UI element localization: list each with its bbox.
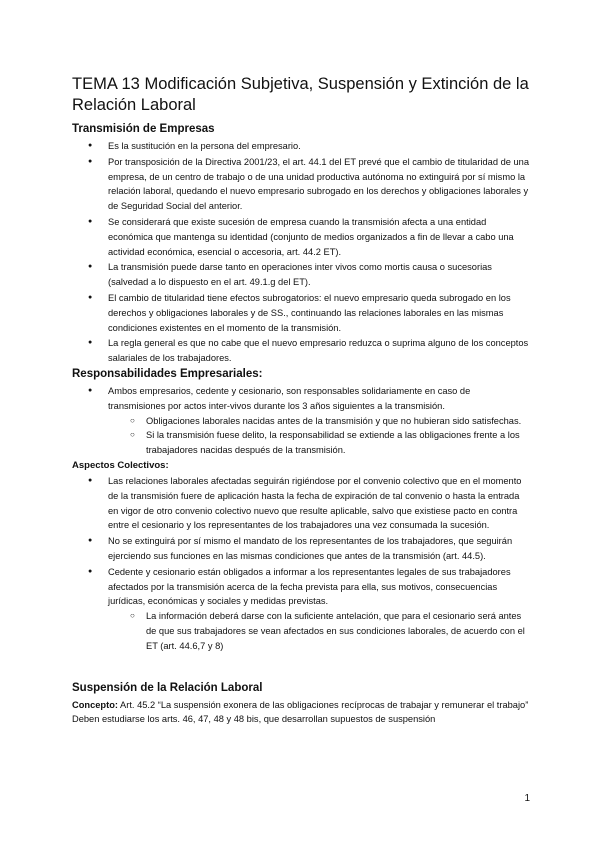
section-spacer: [72, 655, 530, 681]
list-item: ● Las relaciones laborales afectadas seguirán rigiéndose por el convenio colectivo que en el momento de la transmisión fuere de aplicación hasta la fecha de expiración de tal convenio o hasta la entrada en vigor de otro convenio colectivo nuevo que resulte aplicable, salvo que existiese pacto en contra entre el cesionario y los representantes de los trabajadores una vez consumada la sucesión.: [72, 474, 530, 533]
section-heading-suspension: Suspensión de la Relación Laboral: [72, 681, 263, 694]
bullet-list-aspectos-colectivos: [72, 474, 530, 654]
list-item: ● La regla general es que no cabe que el nuevo empresario reduzca o suprima alguno de los conceptos salariales de los trabajadores.: [72, 336, 530, 366]
list-item: ● No se extinguirá por sí mismo el mandato de los representantes de los trabajadores, que seguirán ejerciendo sus funciones en las mismas condiciones que antes de la transmisión (art. 44.5).: [72, 534, 530, 564]
section-heading-transmision: Transmisión de Empresas: [72, 123, 215, 135]
list-item-text: Ambos empresarios, cedente y cesionario, son responsables solidariamente en caso de transmisiones por actos inter-vivos durante los 3 años siguientes a la transmisión.: [108, 385, 471, 411]
list-item: ● La transmisión puede darse tanto en operaciones inter vivos como mortis causa o sucesorias (salvedad a lo dispuesto en el art. 49.1.g del ET).: [72, 260, 530, 290]
concept-label: Concepto:: [72, 699, 118, 710]
list-item: ● Se considerará que existe sucesión de empresa cuando la transmisión afecta a una entidad económica que mantenga su identidad (conjunto de medios organizados a fin de llevar a cabo una actividad económica, esencial o accesoria, art. 44.2 ET).: [72, 215, 530, 259]
study-note: Deben estudiarse los arts. 46, 47, 48 y 48 bis, que desarrollan supuestos de suspensión: [72, 714, 436, 725]
bullet-list-transmision: [72, 139, 530, 366]
sub-bullet-list: [108, 609, 530, 653]
sub-list-item: ○ La información deberá darse con la suficiente antelación, que para el cesionario será antes de que sus trabajadores se vean afectados en sus condiciones laborales, de acuerdo con el ET (art. 44.6,7 y 8): [72, 609, 530, 653]
concept-paragraph: [72, 698, 530, 713]
concept-text: Art. 45.2 “La suspensión exonera de las obligaciones recíprocas de trabajar y remunerar el trabajo”: [117, 699, 529, 710]
list-item: ● El cambio de titularidad tiene efectos subrogatorios: el nuevo empresario queda subrogado en los derechos y obligaciones laborales y de SS., continuando las relaciones laborales en las mismas condiciones existentes en el momento de la transmisión.: [72, 291, 530, 335]
sub-bullet-list: [108, 414, 530, 458]
list-item: ● Es la sustitución en la persona del empresario.: [72, 139, 530, 154]
page-number: 1: [524, 793, 530, 804]
list-item: [72, 565, 530, 654]
list-item: ● Por transposición de la Directiva 2001/23, el art. 44.1 del ET prevé que el cambio de titularidad de una empresa, de un centro de trabajo o de una unidad productiva autónoma no extinguirá por sí mismo la relación laboral, quedando el nuevo empresario subrogado en los derechos y obligaciones laborales y de Seguridad Social del anterior.: [72, 155, 530, 214]
sub-list-item: ○ Si la transmisión fuese delito, la responsabilidad se extiende a las obligaciones frente a los trabajadores nacidas después de la transmisión.: [72, 428, 530, 458]
section-heading-responsabilidades: Responsabilidades Empresariales:: [72, 367, 263, 380]
list-item-text: Cedente y cesionario están obligados a informar a los representantes legales de sus trabajadores afectados por la transmisión acerca de la fecha prevista para ella, sus motivos, consecuencias jurídicas, económicas y sociales y medidas previstas.: [108, 566, 511, 607]
list-item: [72, 384, 530, 458]
bullet-list-responsabilidades: [72, 384, 530, 458]
document-title: TEMA 13 Modificación Subjetiva, Suspensión y Extinción de la Relación Laboral: [72, 75, 529, 114]
sub-list-item: ○ Obligaciones laborales nacidas antes de la transmisión y que no hubieran sido satisfechas.: [72, 414, 530, 429]
section-heading-aspectos-colectivos: Aspectos Colectivos:: [72, 459, 169, 471]
